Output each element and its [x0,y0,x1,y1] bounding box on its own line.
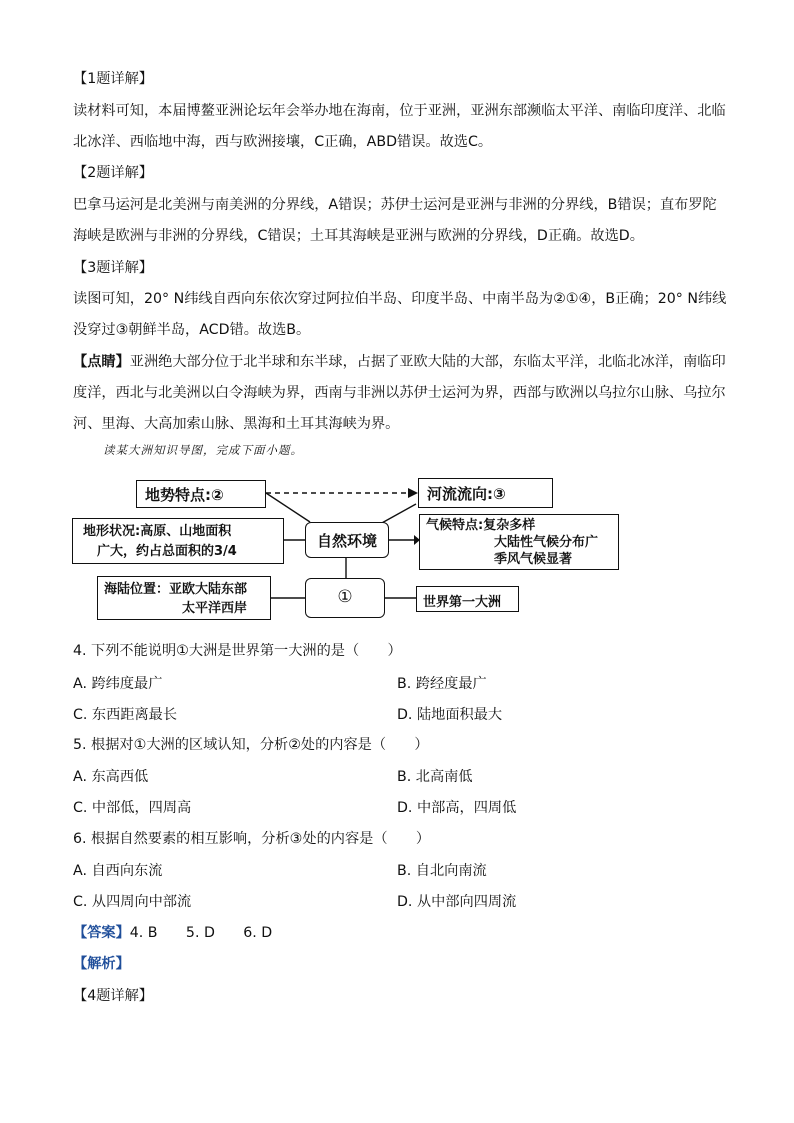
q3-line-2: 没穿过③朝鲜半岛，ACD错。故选B。 [73,322,311,338]
answer-label: 【答案】 [73,925,130,941]
q1-line-2: 北冰洋、西临地中海，西与欧洲接壤，C正确，ABD错误。故选C。 [73,134,493,150]
tip-line-3: 河、里海、大高加索山脉、黑海和土耳其海峡为界。 [73,416,400,432]
q3-line-1: 读图可知，20° N纬线自西向东依次穿过阿拉伯半岛、印度半岛、中南半岛为②①④，B正确；20° N纬线 [73,291,727,307]
continent-box: ① [305,578,385,618]
tip-line-2: 度洋，西北与北美洲以白令海峡为界，西南与非洲以苏伊士运河为界，西部与欧洲以乌拉尔山脉、乌拉尔 [73,385,726,401]
analysis-label: 【解析】 [73,956,130,972]
landform-line-2: 广大，约占总面积的3/4 [97,544,237,559]
q4-option-d: D. 陆地面积最大 [397,707,503,723]
q5-option-b: B. 北高南低 [397,769,473,785]
largest-continent-box: 世界第一大洲 [416,586,519,612]
q3-header: 【3题详解】 [73,260,153,276]
q4-option-b: B. 跨经度最广 [397,676,487,692]
q2-line-2: 海峡是欧洲与非洲的分界线，C错误；土耳其海峡是亚洲与欧洲的分界线，D正确。故选D。 [73,228,644,244]
tip-text-1: 亚洲绝大部分位于北半球和东半球，占据了亚欧大陆的大部，东临太平洋，北临北冰洋，南临印 [129,354,726,370]
q5-option-a: A. 东高西低 [73,769,149,785]
location-box [97,576,271,620]
q4-option-a: A. 跨纬度最广 [73,676,163,692]
q5-option-c: C. 中部低，四周高 [73,800,192,816]
q6-stem: 6. 根据自然要素的相互影响，分析③处的内容是（ ） [73,831,431,847]
landform-box [72,518,284,564]
q1-header: 【1题详解】 [73,71,153,87]
tip-label: 【点睛】 [73,354,130,370]
q6-option-b: B. 自北向南流 [397,863,487,879]
location-line-1: 海陆位置：亚欧大陆东部 [104,582,248,597]
q2-line-1: 巴拿马运河是北美洲与南美洲的分界线，A错误；苏伊士运河是亚洲与非洲的分界线，B错误；直布罗陀 [73,197,717,213]
climate-line-3: 季风气候显著 [494,552,573,567]
q6-option-a: A. 自西向东流 [73,863,163,879]
answer-text: 4. B 5. D 6. D [129,925,273,941]
climate-box [419,514,619,570]
q6-option-c: C. 从四周向中部流 [73,894,192,910]
climate-line-2: 大陆性气候分布广 [494,535,599,550]
q4-detail-header: 【4题详解】 [73,988,153,1004]
q2-header: 【2题详解】 [73,165,153,181]
location-line-2: 太平洋西岸 [182,601,248,616]
river-box: 河流流向:③ [418,478,553,508]
terrain-box: 地势特点:② [136,480,266,508]
q4-stem: 4. 下列不能说明①大洲是世界第一大洲的是（ ） [73,643,402,659]
knowledge-diagram [70,474,630,624]
q4-option-c: C. 东西距离最长 [73,707,178,723]
q6-option-d: D. 从中部向四周流 [397,894,517,910]
natural-environment-box: 自然环境 [305,522,389,558]
q1-line-1: 读材料可知，本届博鳌亚洲论坛年会举办地在海南，位于亚洲，亚洲东部濒临太平洋、南临印度洋、北临 [73,103,726,119]
q5-option-d: D. 中部高，四周低 [397,800,517,816]
tip-line-1 [73,351,726,371]
diagram-intro: 读某大洲知识导图，完成下面小题。 [103,443,303,457]
q5-stem: 5. 根据对①大洲的区域认知，分析②处的内容是（ ） [73,737,429,753]
landform-line-1: 地形状况:高原、山地面积 [83,524,232,539]
answer-line [73,922,272,942]
climate-line-1: 气候特点:复杂多样 [426,518,536,533]
